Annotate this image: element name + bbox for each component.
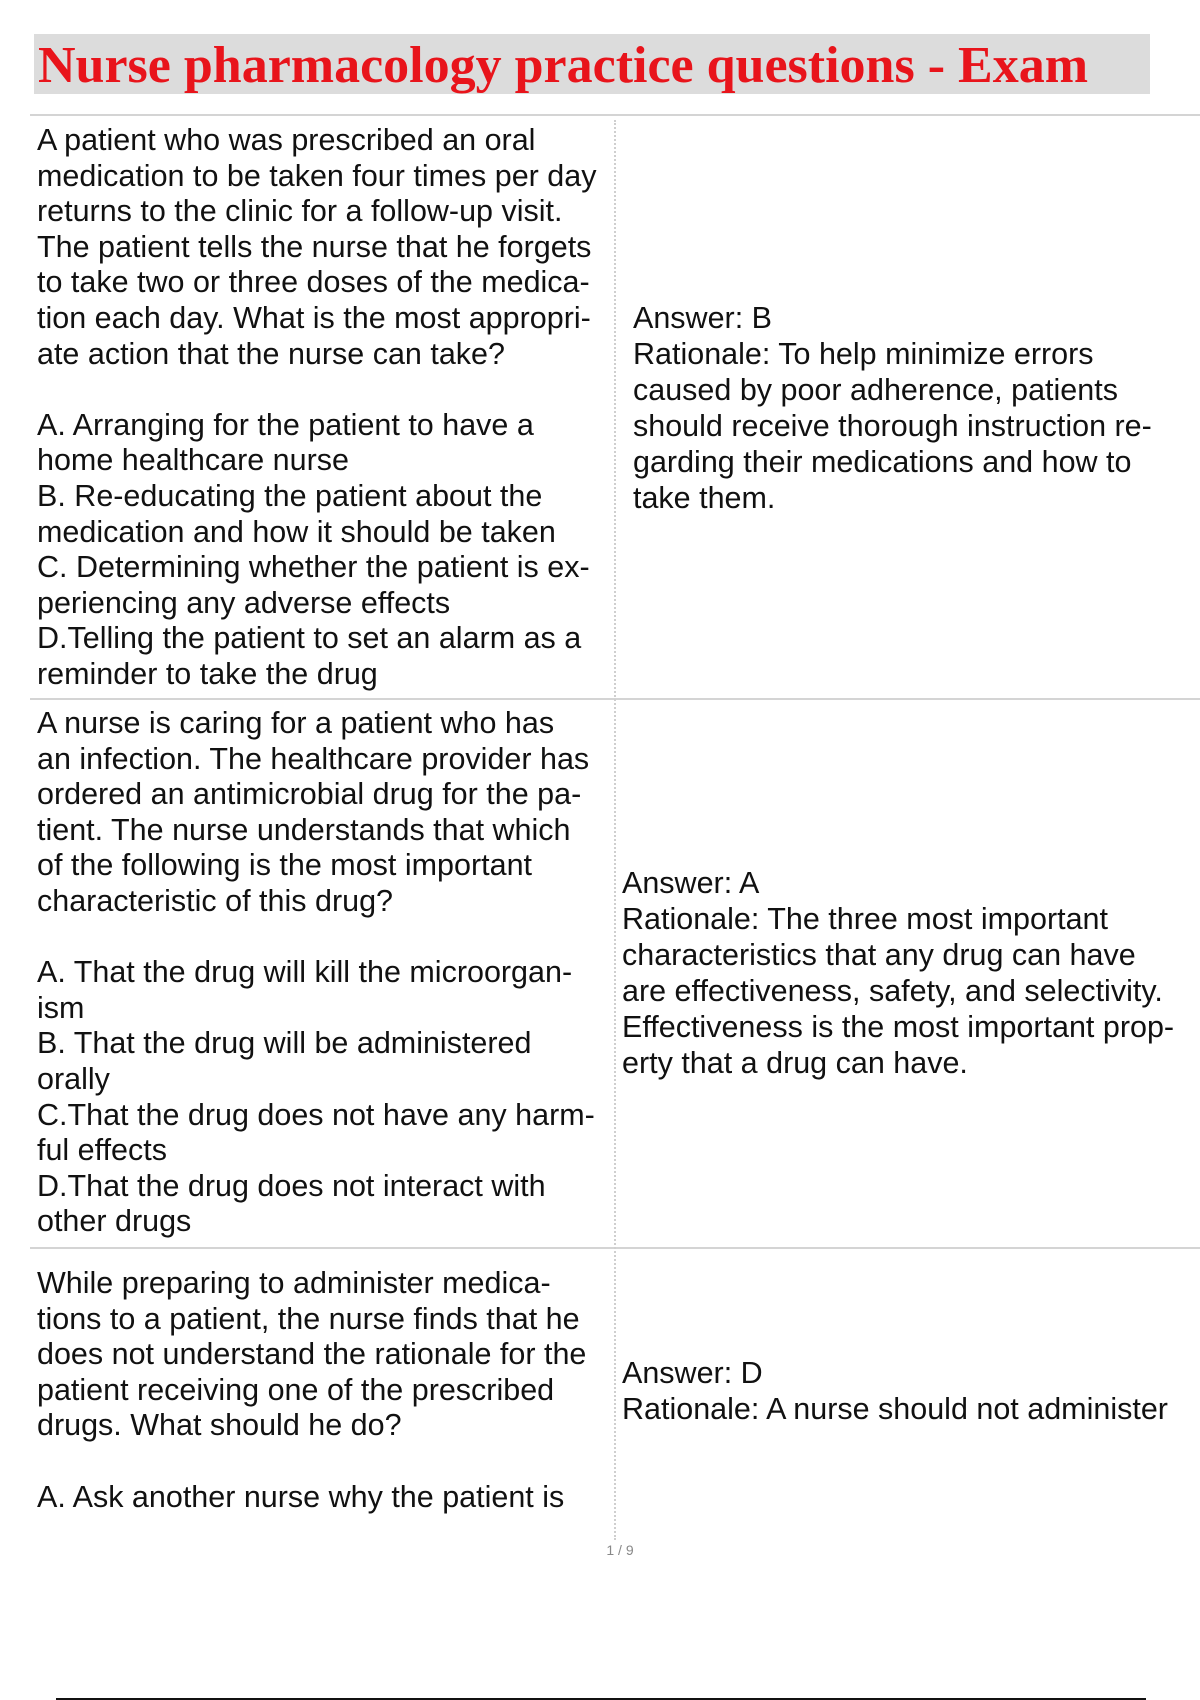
rationale-line: garding their medications and how to xyxy=(633,445,1132,479)
option-line: medication and how it should be taken xyxy=(37,514,556,549)
question-line: does not understand the rationale for the xyxy=(37,1337,587,1372)
question-card-1 xyxy=(37,123,607,693)
rationale-line: Rationale: The three most important xyxy=(622,902,1108,936)
option-line: B. That the drug will be administered xyxy=(37,1026,532,1061)
answer-block-1 xyxy=(633,300,1152,516)
question-line: to take two or three doses of the medica- xyxy=(37,265,590,300)
option-line: B. Re-educating the patient about the xyxy=(37,478,543,513)
question-line: returns to the clinic for a follow-up visit. xyxy=(37,194,563,229)
option-line: orally xyxy=(37,1061,110,1096)
option-line: A. That the drug will kill the microorgan- xyxy=(37,955,573,990)
question-card-2 xyxy=(37,706,607,1240)
option-line: home healthcare nurse xyxy=(37,443,349,478)
option-line: ism xyxy=(37,990,85,1025)
answer-label: Answer: D xyxy=(622,1356,763,1390)
rationale-line: take them. xyxy=(633,481,776,515)
page-number: 1 / 9 xyxy=(606,1542,634,1558)
option-line: periencing any adverse effects xyxy=(37,585,451,620)
divider xyxy=(30,114,1200,116)
rationale-line: caused by poor adherence, patients xyxy=(633,373,1118,407)
question-line: While preparing to administer medica- xyxy=(37,1266,551,1300)
rationale-line: Rationale: A nurse should not administer xyxy=(622,1392,1168,1426)
question-line: A patient who was prescribed an oral xyxy=(37,123,536,157)
answer-label: Answer: B xyxy=(633,301,772,335)
rationale-line: should receive thorough instruction re- xyxy=(633,409,1152,443)
option-line: C. Determining whether the patient is ex- xyxy=(37,550,590,585)
question-line: medication to be taken four times per day xyxy=(37,158,597,193)
question-line: ordered an antimicrobial drug for the pa- xyxy=(37,777,582,812)
question-line: tient. The nurse understands that which xyxy=(37,812,571,847)
option-line: D.Telling the patient to set an alarm as a xyxy=(37,621,582,656)
option-line: D.That the drug does not interact with xyxy=(37,1168,546,1203)
question-line: ate action that the nurse can take? xyxy=(37,336,505,371)
page-title: Nurse pharmacology practice questions - Exam xyxy=(38,37,1089,94)
question-line: characteristic of this drug? xyxy=(37,883,393,918)
answer-block-3 xyxy=(622,1355,1168,1427)
column-divider xyxy=(614,120,616,1540)
option-line: A. Ask another nurse why the patient is xyxy=(37,1479,565,1514)
rationale-line: Rationale: To help minimize errors xyxy=(633,337,1094,371)
option-line: reminder to take the drug xyxy=(37,656,378,691)
option-line: C.That the drug does not have any harm- xyxy=(37,1097,595,1132)
question-card-3 xyxy=(37,1266,607,1515)
question-line: tion each day. What is the most appropri- xyxy=(37,300,591,335)
question-line: tions to a patient, the nurse finds that he xyxy=(37,1301,580,1336)
rationale-line: are effectiveness, safety, and selectivity. xyxy=(622,974,1163,1008)
question-line: an infection. The healthcare provider has xyxy=(37,741,590,776)
answer-label: Answer: A xyxy=(622,866,760,900)
answer-block-2 xyxy=(622,865,1174,1081)
rationale-line: Effectiveness is the most important prop- xyxy=(622,1010,1175,1044)
question-line: The patient tells the nurse that he forgets xyxy=(37,229,592,264)
question-line: drugs. What should he do? xyxy=(37,1408,402,1443)
rationale-line: characteristics that any drug can have xyxy=(622,938,1136,972)
option-line: ful effects xyxy=(37,1133,167,1168)
rationale-line: erty that a drug can have. xyxy=(622,1046,968,1080)
option-line: A. Arranging for the patient to have a xyxy=(37,407,534,442)
question-line: A nurse is caring for a patient who has xyxy=(37,706,555,740)
question-line: patient receiving one of the prescribed xyxy=(37,1372,555,1407)
question-line: of the following is the most important xyxy=(37,848,533,883)
option-line: other drugs xyxy=(37,1204,192,1239)
